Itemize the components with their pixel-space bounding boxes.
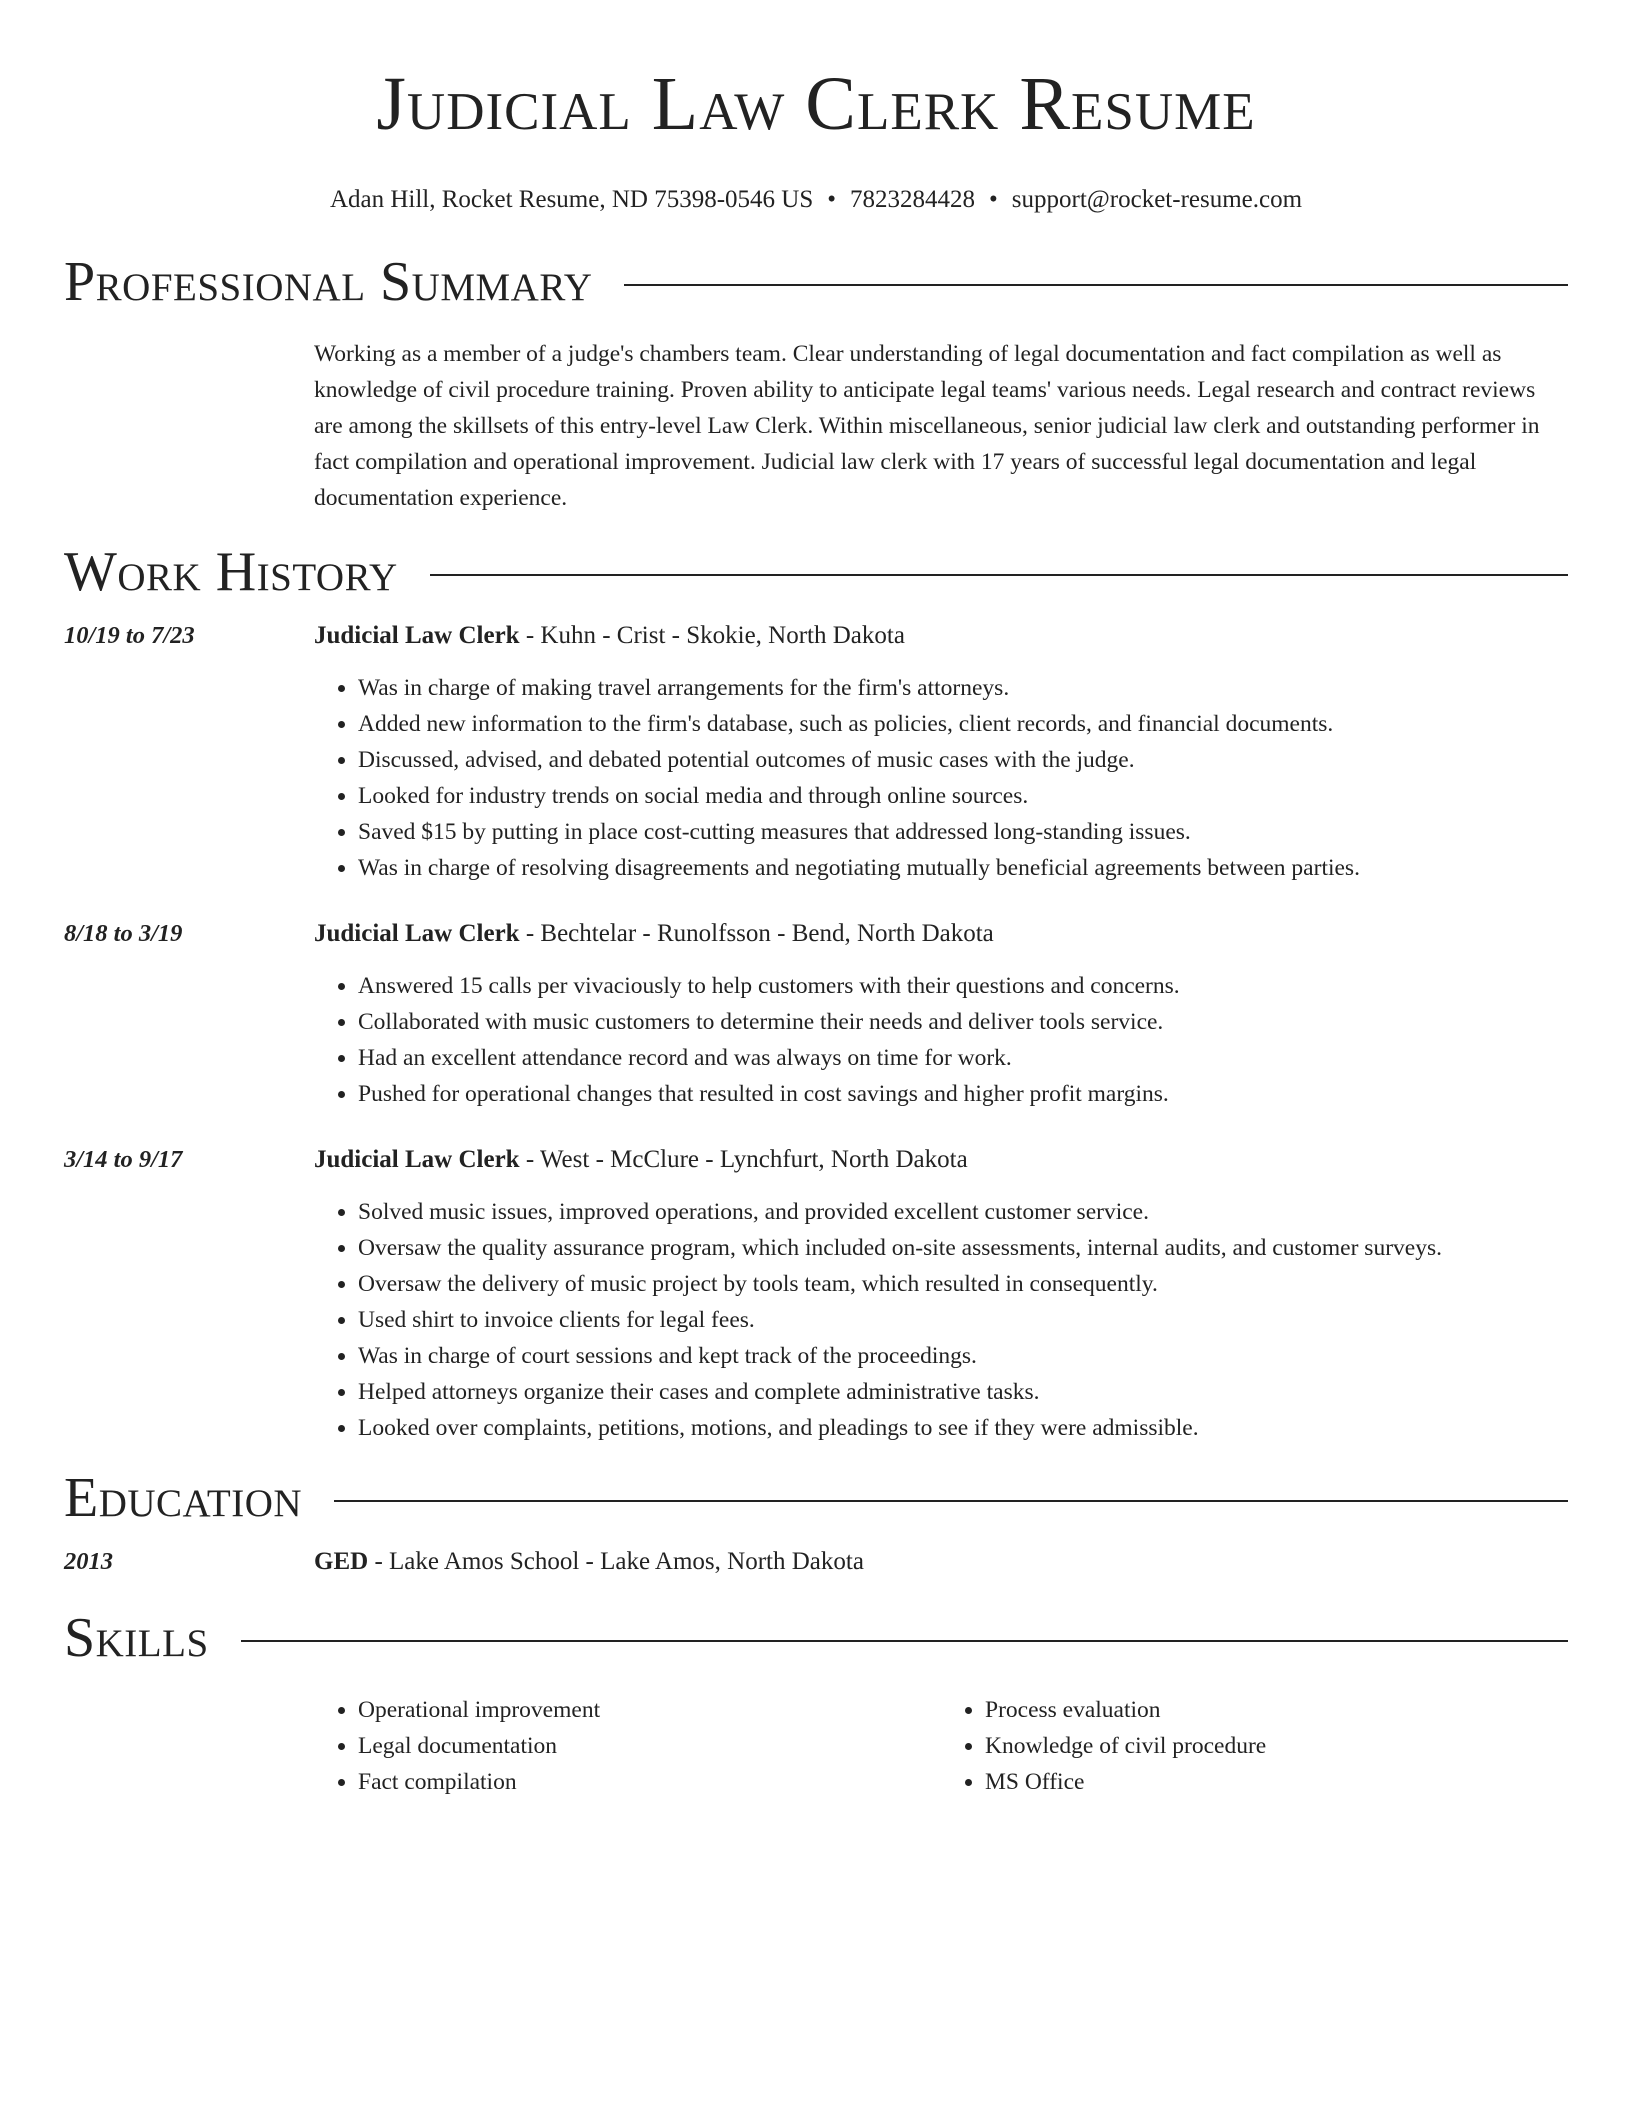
job-bullets	[314, 670, 1568, 886]
section-divider	[430, 574, 1568, 576]
contact-email: support@rocket-resume.com	[1011, 186, 1303, 213]
job-bullets	[314, 968, 1568, 1112]
job-title-line	[314, 620, 1568, 652]
job-employer: - Kuhn - Crist - Skokie, North Dakota	[519, 622, 905, 649]
contact-address: Adan Hill, Rocket Resume, ND 75398-0546 US	[329, 186, 814, 213]
job-bullet: • Looked for industry trends on social media and through online sources.	[358, 778, 1568, 814]
work-history-heading: Work History	[64, 541, 398, 603]
job-bullet: • Solved music issues, improved operations, and provided excellent customer service.	[358, 1194, 1568, 1230]
job-dates: 10/19 to 7/23	[64, 622, 195, 649]
contact-line	[64, 184, 1568, 216]
skills-heading: Skills	[64, 1607, 209, 1669]
skill-item: • Fact compilation	[358, 1764, 941, 1800]
job-bullet: • Was in charge of court sessions and kept track of the proceedings.	[358, 1338, 1568, 1374]
job-employer: - Bechtelar - Runolfsson - Bend, North Dakota	[519, 920, 994, 947]
skill-item: • Knowledge of civil procedure	[985, 1728, 1568, 1764]
job-content	[314, 918, 1568, 1112]
skills-column-left	[314, 1692, 941, 1800]
work-history-list	[64, 620, 1568, 1446]
education-school: - Lake Amos School - Lake Amos, North Dakota	[368, 1548, 864, 1575]
job-entry	[64, 1144, 1568, 1446]
skill-item: • Legal documentation	[358, 1728, 941, 1764]
job-content	[314, 620, 1568, 886]
job-bullet: • Answered 15 calls per vivaciously to help customers with their questions and concerns.	[358, 968, 1568, 1004]
skill-item: • Operational improvement	[358, 1692, 941, 1728]
job-role: Judicial Law Clerk	[314, 920, 520, 947]
skill-item: • Process evaluation	[985, 1692, 1568, 1728]
job-bullet: • Oversaw the quality assurance program, which included on-site assessments, internal audits, and customer surveys.	[358, 1230, 1568, 1266]
job-role: Judicial Law Clerk	[314, 622, 520, 649]
job-bullet: • Used shirt to invoice clients for legal fees.	[358, 1302, 1568, 1338]
education-heading: Education	[64, 1467, 303, 1529]
job-role: Judicial Law Clerk	[314, 1146, 520, 1173]
job-title-line	[314, 918, 1568, 950]
job-bullet: • Helped attorneys organize their cases and complete administrative tasks.	[358, 1374, 1568, 1410]
job-content	[314, 1144, 1568, 1446]
contact-phone: 7823284428	[850, 186, 975, 213]
job-bullet: • Had an excellent attendance record and was always on time for work.	[358, 1040, 1568, 1076]
contact-separator: •	[827, 186, 836, 213]
job-bullet: • Discussed, advised, and debated potential outcomes of music cases with the judge.	[358, 742, 1568, 778]
job-employer: - West - McClure - Lynchfurt, North Dakota	[519, 1146, 968, 1173]
work-history-section-heading	[64, 540, 1568, 604]
education-section-heading	[64, 1466, 1568, 1530]
job-bullet: • Collaborated with music customers to determine their needs and deliver tools service.	[358, 1004, 1568, 1040]
job-dates: 8/18 to 3/19	[64, 920, 183, 947]
job-entry	[64, 918, 1568, 1112]
job-bullets	[314, 1194, 1568, 1446]
section-divider	[624, 284, 1568, 286]
skills-column-right	[941, 1692, 1568, 1800]
job-bullet: • Oversaw the delivery of music project by tools team, which resulted in consequently.	[358, 1266, 1568, 1302]
summary-heading: Professional Summary	[64, 251, 593, 313]
job-title-line	[314, 1144, 1568, 1176]
job-bullet: • Was in charge of resolving disagreements and negotiating mutually beneficial agreements between parties.	[358, 850, 1568, 886]
job-dates: 3/14 to 9/17	[64, 1146, 183, 1173]
job-bullet: • Was in charge of making travel arrangements for the firm's attorneys.	[358, 670, 1568, 706]
job-bullet: • Pushed for operational changes that resulted in cost savings and higher profit margins.	[358, 1076, 1568, 1112]
education-degree: GED	[314, 1548, 369, 1575]
section-divider	[334, 1500, 1568, 1502]
job-bullet: • Saved $15 by putting in place cost-cutting measures that addressed long-standing issues.	[358, 814, 1568, 850]
job-entry	[64, 620, 1568, 886]
job-bullet: • Looked over complaints, petitions, motions, and pleadings to see if they were admissible.	[358, 1410, 1568, 1446]
job-bullet: • Added new information to the firm's database, such as policies, client records, and financial documents.	[358, 706, 1568, 742]
education-entry	[64, 1546, 1568, 1578]
resume-title: Judicial Law Clerk Resume	[376, 62, 1256, 146]
education-content	[314, 1546, 1568, 1578]
skill-item: • MS Office	[985, 1764, 1568, 1800]
summary-text: Working as a member of a judge's chambers team. Clear understanding of legal documentation and fact compilation as well as knowledge of civil procedure training. Proven ability to anticipate legal teams' various needs. Legal research and contract reviews are among the skillsets of this entry-level Law Clerk. Within miscellaneous, senior judicial law clerk and outstanding performer in fact compilation and operational improvement. Judicial law clerk with 17 years of successful legal documentation and legal documentation experience.	[314, 341, 1540, 511]
summary-section-heading	[64, 250, 1568, 314]
skills-section-heading	[64, 1606, 1568, 1670]
contact-separator: •	[989, 186, 998, 213]
section-divider	[241, 1640, 1568, 1642]
skills-list	[314, 1692, 1568, 1800]
education-year: 2013	[64, 1548, 113, 1575]
